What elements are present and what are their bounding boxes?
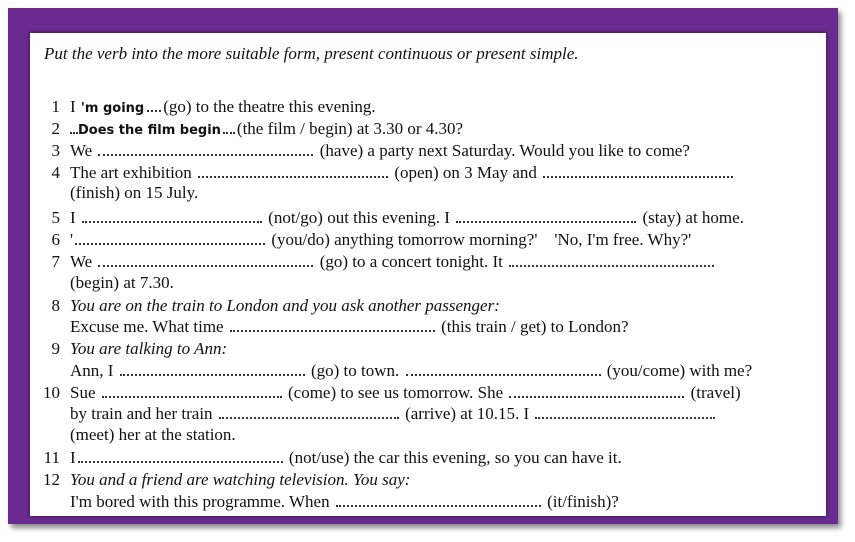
instruction: Put the verb into the more suitable form, present continuous or present simple. [44, 44, 579, 63]
item-number: 1 [51, 97, 60, 116]
purple-frame [8, 8, 838, 524]
blank[interactable] [535, 413, 715, 419]
blank[interactable] [406, 370, 601, 376]
blank[interactable] [509, 261, 714, 267]
blank[interactable] [456, 217, 636, 223]
blank[interactable] [198, 172, 388, 178]
answer-2: Does the film begin [78, 123, 221, 138]
blank[interactable] [102, 392, 282, 398]
blank[interactable] [82, 217, 262, 223]
blank[interactable] [509, 392, 684, 398]
blank[interactable] [230, 326, 435, 332]
blank[interactable] [75, 239, 265, 245]
blank[interactable] [98, 150, 313, 156]
answer-1: 'm going [80, 101, 145, 116]
blank[interactable] [78, 457, 283, 463]
blank[interactable] [120, 370, 305, 376]
blank[interactable] [98, 261, 313, 267]
exercise-sheet: Put the verb into the more suitable form, present continuous or present simple. 1 I 'm going (go) to the theatre this evening. 2 Does the film begin (the film / begin) at 3.30 or 4.30? 3 We (have) a party next Saturday. Would you like to come? 4 The art exhibition (open) on 3 May and (finish) on 15 July. 5 I (not/go) out this evening. I (stay) at home. 6 ' (you/do) anything tomorrow morning?' 'No, I'm free. Why?' 7 We (go) to a concert tonight. It (begin) at 7.30. 8 You are on the train to London and you ask another passenger: Excuse me. What time (this train / get) to London? 9 You are talking to Ann: Ann, I (go) to town. (you/come) with me? 10 Sue (come) to see us tomorrow. She (travel) by train and her train (arrive) at 10.15. I (meet) her at the station. 11 I (not/use) the car this evening, so you can have it. 12 You and a friend are watching television. You say: I'm bored with this programme. When (it/finish)? [30, 33, 826, 516]
blank[interactable] [219, 413, 399, 419]
blank[interactable] [543, 172, 733, 178]
blank[interactable] [336, 501, 541, 507]
